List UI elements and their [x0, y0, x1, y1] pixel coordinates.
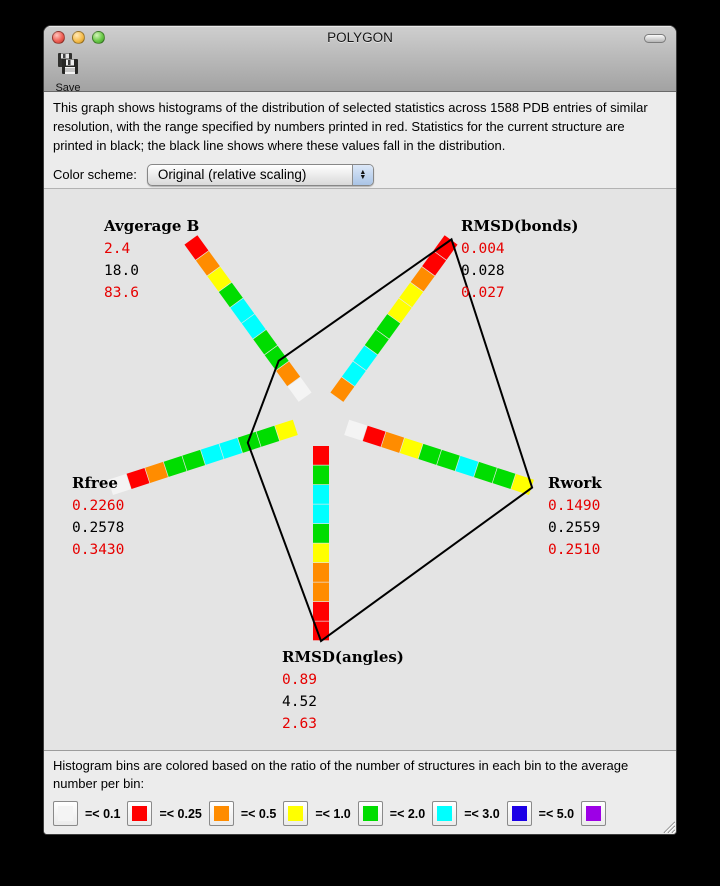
save-button-label: Save [55, 82, 81, 94]
histogram-bin [400, 438, 423, 459]
histogram-bin [437, 450, 460, 471]
legend-threshold-label: =< 0.25 [159, 806, 202, 821]
histogram-bin [381, 432, 404, 453]
legend-threshold-label: =< 0.1 [85, 806, 121, 821]
histogram-bin [313, 505, 329, 524]
legend-threshold-label: =< 3.0 [464, 806, 500, 821]
color-scheme-dropdown[interactable] [147, 164, 374, 186]
color-scheme-selected: Original (relative scaling) [157, 167, 307, 183]
legend-swatch-orange [209, 801, 234, 826]
legend-swatch-purple [581, 801, 606, 826]
legend-color-chip [512, 806, 527, 821]
legend-color-chip [214, 806, 229, 821]
axis-current-value: 18.0 [104, 263, 139, 279]
histogram-bin [313, 524, 329, 543]
axis-max-value: 0.3430 [72, 542, 125, 558]
description-text: This graph shows histograms of the distribution of selected statistics across 1588 PDB entries of similar resolution, with the range specified by numbers printed in red. Statistics for the current structure are printed in black; the black line shows where these values fall in the distribution. [53, 100, 648, 153]
histogram-bin [418, 444, 441, 465]
axis-title: RMSD(bonds) [461, 217, 579, 235]
close-button[interactable] [52, 31, 65, 44]
legend-swatch-white [53, 801, 78, 826]
histogram-bin [344, 420, 367, 441]
toolbar [44, 49, 676, 92]
histogram-bin [275, 420, 298, 441]
legend-swatch-green [358, 801, 383, 826]
histogram-bin [313, 485, 329, 504]
legend-color-chip [363, 806, 378, 821]
axis-title: Rwork [548, 474, 602, 492]
axis-title: Avgerage B [104, 217, 200, 235]
histogram-bin [313, 466, 329, 485]
legend-swatch-blue [507, 801, 532, 826]
legend-swatch-cyan [432, 801, 457, 826]
legend-color-chip [58, 806, 73, 821]
histogram-bin [182, 450, 205, 471]
histogram-bin [201, 444, 224, 465]
histogram-bin [127, 468, 150, 489]
histogram-bin [164, 456, 187, 477]
histogram-bin [313, 544, 329, 563]
window-title: POLYGON [327, 30, 393, 45]
legend-swatch-yellow [283, 801, 308, 826]
axis-max-value: 2.63 [282, 716, 317, 732]
axis-min-value: 0.2260 [72, 498, 125, 514]
save-button[interactable] [51, 51, 85, 94]
legend-color-chip [586, 806, 601, 821]
histogram-bin [313, 446, 329, 465]
histogram-bin [219, 438, 242, 459]
legend-threshold-label: =< 5.0 [538, 806, 575, 821]
histogram-bin [455, 456, 478, 477]
minimize-button[interactable] [72, 31, 85, 44]
polygon-window [43, 25, 677, 835]
legend-row [53, 801, 667, 826]
histogram-bin [313, 583, 329, 602]
legend-threshold-label: =< 2.0 [389, 806, 426, 821]
legend-threshold-label: =< 1.0 [315, 806, 351, 821]
polygon-chart [44, 189, 677, 745]
histogram-bin [145, 462, 168, 483]
save-floppy-icon [55, 51, 81, 81]
footer-text: Histogram bins are colored based on the ratio of the number of structures in each bin to the average number per bin: [53, 758, 629, 792]
dropdown-arrows-icon: ▲ ▼ [352, 165, 373, 185]
titlebar[interactable] [44, 26, 676, 49]
axis-min-value: 0.004 [461, 241, 505, 257]
histogram-bin [363, 426, 386, 447]
axis-min-value: 0.89 [282, 672, 317, 688]
axis-max-value: 0.2510 [548, 542, 601, 558]
footer-panel [44, 750, 676, 834]
axis-title: RMSD(angles) [282, 648, 404, 666]
histogram-bin [256, 426, 279, 447]
histogram-bin [313, 602, 329, 621]
axis-current-value: 0.2578 [72, 520, 125, 536]
resize-grip[interactable] [661, 819, 675, 833]
legend-color-chip [437, 806, 452, 821]
axis-min-value: 2.4 [104, 241, 131, 257]
histogram-bin [313, 563, 329, 582]
axis-max-value: 0.027 [461, 285, 505, 301]
legend-threshold-label: =< 0.5 [240, 806, 277, 821]
legend-color-chip [288, 806, 303, 821]
axis-min-value: 0.1490 [548, 498, 601, 514]
axis-title: Rfree [72, 474, 118, 492]
window-chrome [44, 26, 676, 92]
axis-current-value: 0.028 [461, 263, 505, 279]
axis-current-value: 0.2559 [548, 520, 601, 536]
description-panel [44, 92, 676, 189]
color-scheme-label: Color scheme: [53, 167, 137, 183]
toolbar-toggle-button[interactable] [644, 34, 666, 43]
axis-max-value: 83.6 [104, 285, 139, 301]
axis-current-value: 4.52 [282, 694, 317, 710]
legend-color-chip [132, 806, 147, 821]
histogram-bin [474, 462, 497, 483]
zoom-button[interactable] [92, 31, 105, 44]
legend-swatch-red [127, 801, 152, 826]
histogram-bin [493, 468, 516, 489]
plot-panel [44, 189, 676, 750]
